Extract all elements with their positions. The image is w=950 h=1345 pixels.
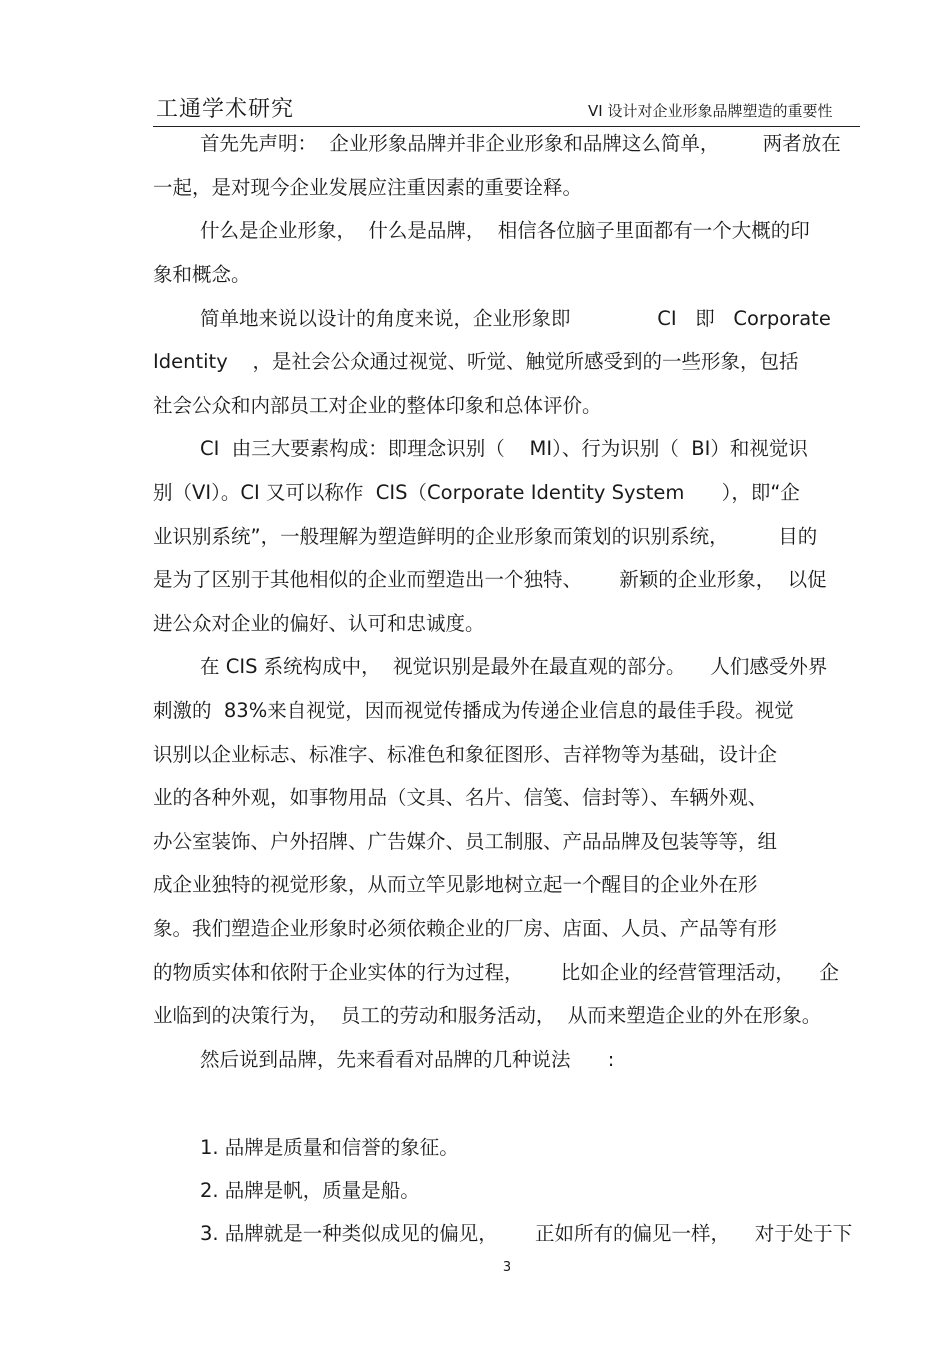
text-line: 一起，是对现今企业发展应注重因素的重要诠释。 (153, 176, 583, 199)
text-line: 业识别系统”，一般理解为塑造鲜明的企业形象而策划的识别系统， 目的 (153, 525, 818, 548)
text-line: 象。我们塑造企业形象时必须依赖企业的厂房、店面、人员、产品等有形 (153, 917, 778, 940)
text-line: 是为了区别于其他相似的企业而塑造出一个独特、 新颖的企业形象， 以促 (153, 568, 827, 591)
text-line: Identity ，是社会公众通过视觉、听觉、触觉所感受到的一些形象，包括 (153, 350, 799, 373)
text-line: 别（VI）。CI 又可以称作 CIS（Corporate Identity System ），即“企 (153, 481, 800, 504)
text-line: CI 由三大要素构成：即理念识别（ MI）、行为识别（ BI）和视觉识 (200, 437, 808, 460)
header-rule (153, 126, 860, 127)
text-line: 进公众对企业的偏好、认可和忠诚度。 (153, 612, 485, 635)
text-line: 刺激的 83%来自视觉，因而视觉传播成为传递企业信息的最佳手段。视觉 (153, 699, 794, 722)
list-item: 1. 品牌是质量和信誉的象征。 (200, 1136, 459, 1159)
running-header-title: 工通学术研究 (156, 97, 295, 122)
page-number: 3 (502, 1260, 512, 1275)
list-item: 3. 品牌就是一种类似成见的偏见， 正如所有的偏见一样， 对于处于下 (200, 1222, 853, 1245)
running-header-subtitle: VI 设计对企业形象品牌塑造的重要性 (588, 102, 833, 120)
text-line: 识别以企业标志、标准字、标准色和象征图形、吉祥物等为基础，设计企 (153, 743, 778, 766)
text-line: 什么是企业形象， 什么是品牌， 相信各位脑子里面都有一个大概的印 (200, 219, 810, 242)
text-line: 成企业独特的视觉形象，从而立竿见影地树立起一个醒目的企业外在形 (153, 873, 758, 896)
text-line: 在 CIS 系统构成中， 视觉识别是最外在最直观的部分。 人们感受外界 (200, 655, 828, 678)
text-line: 业的各种外观，如事物用品（文具、名片、信笺、信封等）、车辆外观、 (153, 786, 768, 809)
list-item: 2. 品牌是帆，质量是船。 (200, 1179, 420, 1202)
text-line: 首先先声明： 企业形象品牌并非企业形象和品牌这么简单， 两者放在 (200, 132, 841, 155)
text-line: 象和概念。 (153, 263, 251, 286)
text-line: 办公室装饰、户外招牌、广告媒介、员工制服、产品品牌及包装等等，组 (153, 830, 778, 853)
text-line: 社会公众和内部员工对企业的整体印象和总体评价。 (153, 394, 602, 417)
text-line: 简单地来说以设计的角度来说，企业形象即 CI 即 Corporate (200, 307, 831, 330)
text-line: 然后说到品牌，先来看看对品牌的几种说法 : (200, 1048, 615, 1071)
text-line: 业临到的决策行为， 员工的劳动和服务活动， 从而来塑造企业的外在形象。 (153, 1004, 822, 1027)
text-line: 的物质实体和依附于企业实体的行为过程， 比如企业的经营管理活动， 企 (153, 961, 839, 984)
